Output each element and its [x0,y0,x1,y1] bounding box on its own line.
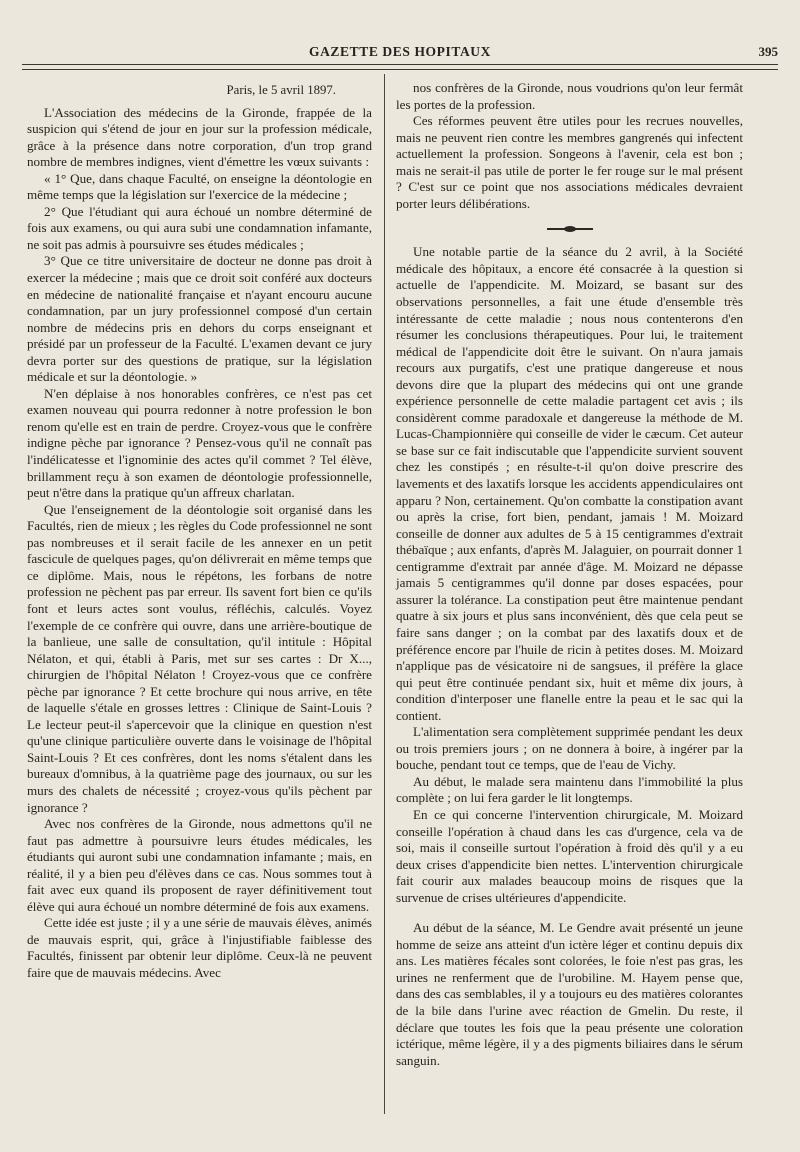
paragraph: N'en déplaise à nos honorables confrères, ce n'est pas cet examen nouveau qui pourra redonner à notre profession le bon renom qu'elle est en train de perdre. Croyez-vous que le confrère indigne pèche par ignorance ? Pensez-vous qu'il ne connaît pas l'indélicatesse et l'ignominie des actes qu'il commet ? Tel élève, brillamment reçu à son examen de déontologie professionnelle, peut n'être dans la pratique qu'un affreux charlatan. [27,385,372,501]
section-separator [547,226,593,232]
paragraph: L'Association des médecins de la Gironde, frappée de la suspicion qui s'étend de jour en jour sur la profession médicale, grâce à la présence dans notre corporation, d'un trop grand nombre de membres indignes, vient d'émettre les vœux suivants : [27,104,372,170]
dateline: Paris, le 5 avril 1897. [226,83,336,97]
paragraph: 3° Que ce titre universitaire de docteur ne donne pas droit à exercer la médecine ; mais que ce droit soit conféré aux docteurs en médecine de nationalité française et n'ayant encouru aucune condamnation, par un jury professionnel composé d'un certain nombre de médecins pris en dehors du corps enseignant et présidé par un professeur de la Faculté. L'examen devant ce jury devra porter sur des questions de pratique, sur la législation médicale et sur la déontologie. » [27,253,372,385]
header-rule-double [22,69,778,70]
left-column [27,82,372,982]
page-number: 395 [758,44,778,59]
paragraph-gap [396,906,743,920]
paragraph: « 1° Que, dans chaque Faculté, on enseigne la déontologie en même temps que la législation sur l'exercice de la médecine ; [27,170,372,203]
header-rule [22,64,778,65]
paragraph: Au début de la séance, M. Le Gendre avait présenté un jeune homme de seize ans atteint d'un ictère léger et continu depuis dix ans. Les matières fécales sont colorées, le foie n'est pas gras, les urines ne renferment que de l'urobiline. M. Hayem pense que, dans des cas semblables, il y a toujours eu des matières colorantes de la bile dans l'urine avec réaction de Gmelin. Du reste, il déclare que toutes les fois que la peau présente une coloration ictérique, même légère, il y a des pigments biliaires dans le sérum sanguin. [396,920,743,1068]
paragraph: nos confrères de la Gironde, nous voudrions qu'on leur fermât les portes de la profession. [396,80,743,112]
paragraph: Ces réformes peuvent être utiles pour les recrues nouvelles, mais ne peuvent rien contre les membres gangrenés qui infectent actuellement la profession. Songeons à l'avenir, cela est bon ; mais ne serait-il pas utile de porter le fer rouge sur le mal présent ? C'est sur ce point que nos associations médicales devraient porter leurs délibérations. [396,113,743,211]
page-header [22,44,778,66]
paragraph: Une notable partie de la séance du 2 avril, à la Société médicale des hôpitaux, a encore été consacrée à la question si actuelle de l'appendicite. M. Moizard, se basant sur des observations personnelles, a fait une étude d'ensemble très intéressante de cette maladie ; nous nous contenterons d'en résumer les conclusions thérapeutiques. Pour lui, le traitement médical de l'appendicite doit être le suivant. On n'aura jamais recours aux purgatifs, c'est une pratique dangereuse et nous devons dire que la plupart des médecins qui ont une grande expérience personnelle de cette maladie partagent cet avis ; ils considèrent comme paradoxale et dangereuse la méthode de M. Lucas-Championnière qui conseille de vider le cæcum. Cet auteur se base sur ce fait indiscutable que l'appendicite survient souvent chez les constipés ; en résulte-t-il qu'on doive prescrire des lavements et des laxatifs lorsque les accidents appendiculaires ont apparu ? Non, certainement. Qu'on combatte la constipation avant ou après la crise, fort bien, pendant, jamais ! M. Moizard conseille de donner aux adultes de 5 à 15 centigrammes d'extrait thébaïque ; aux enfants, d'après M. Jalaguier, on pourrait donner 1 centigramme d'extrait par année d'âge. M. Moizard ne dépasse jamais 5 centigrammes qu'il donne par doses espacées, pour assurer la tolérance. La constipation peut être maintenue pendant quatre à six jours et plus sans inconvénient, dès que cela peut se faire sans danger ; on la combat par des laxatifs doux et de préférence encore par l'huile de ricin à petites doses. M. Moizard n'applique pas de vésicatoire ni de sangsues, il préfère la glace qui peut être continuée pendant six, huit et même dix jours, à condition d'interposer une flanelle entre la peau et le sac qui la contient. [396,244,743,723]
journal-title: GAZETTE DES HOPITAUX [308,44,492,59]
paragraph: Au début, le malade sera maintenu dans l'immobilité la plus complète ; on lui fera garder le lit longtemps. [396,773,743,806]
column-divider [384,74,385,1114]
paragraph: L'alimentation sera complètement supprimée pendant les deux ou trois premiers jours ; on ne donnera à boire, à ingérer par la bouche, pendant tout ce temps, que de l'eau de Vichy. [396,724,743,773]
paragraph: Cette idée est juste ; il y a une série de mauvais élèves, animés de mauvais esprit, qui, grâce à l'injustifiable faiblesse des Facultés, finissent par obtenir leur diplôme. Ceux-là ne peuvent faire que de mauvais médecins. Avec [27,915,372,980]
paragraph: Que l'enseignement de la déontologie soit organisé dans les Facultés, rien de mieux ; les règles du Code professionnel ne sont pas nombreuses et il serait facile de les annexer en un petit fascicule de quelques pages, qu'on délivrerait en même temps que ce diplôme. Mais, nous le répétons, les forbans de notre profession ne pèchent pas par erreur. Ils savent fort bien ce qu'ils font et leurs actes sont voulus, réfléchis, calculés. Voyez l'exemple de ce confrère qui ouvre, dans une arrière-boutique de la banlieue, une salle de consultation, qu'il intitule : Hôpital Nélaton, et qui, établi à Paris, met sur ses cartes : Dr X..., chirurgien de l'hôpital Nélaton ! Croyez-vous que ce confrère pèche par ignorance ? Et cette brochure qui nous arrive, en tête de laquelle s'étale en grosses lettres : Clinique de Saint-Louis ? Le lecteur peut-il s'apercevoir que la clinique en question n'est qu'une clinique particulière ouverte dans le voisinage de l'hôpital Saint-Louis ? Et ces confrères, dont les noms s'étalent dans les bureaux d'omnibus, à la quatrième page des journaux, ou sur les murs des chalets de nécessité ; croyez-vous qu'ils pèchent par ignorance ? [27,501,372,815]
paragraph: Avec nos confrères de la Gironde, nous admettons qu'il ne faut pas admettre à poursuivre leurs études médicales, les étudiants qui auront subi une condamnation infamante ; mais, en réalité, il y a bien peu d'élèves dans ce cas. Nous sommes tout à fait avec eux quand ils proposent de rayer définitivement tout élève qui aura échoué un nombre déterminé de fois aux examens. [27,816,372,914]
paragraph: En ce qui concerne l'intervention chirurgicale, M. Moizard conseille l'opération à chaud dans les cas d'urgence, cela va de soi, mais il conseille surtout l'opération à froid dès qu'il y a eu deux crises d'appendicite bien nettes. L'intervention chirurgicale fait courir aux malades beaucoup moins de risques que la survenue de crises ultérieures d'appendicite. [396,806,743,905]
paragraph: 2° Que l'étudiant qui aura échoué un nombre déterminé de fois aux examens, ou qui aura subi une condamnation infamante, ne soit pas admis à poursuivre ses études médicales ; [27,203,372,252]
right-column [396,80,743,1069]
